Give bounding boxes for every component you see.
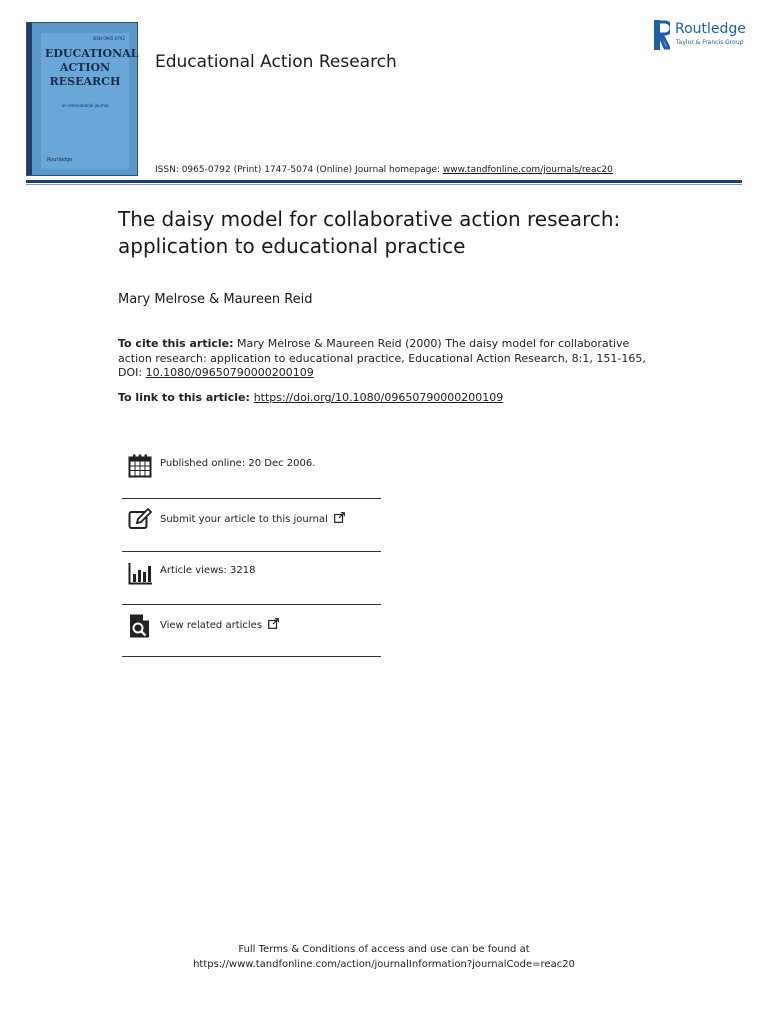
article-doi-link[interactable]: https://doi.org/10.1080/09650790000200109 xyxy=(253,391,504,404)
published-date: Published online: 20 Dec 2006. xyxy=(160,458,316,469)
calendar-icon xyxy=(128,454,152,478)
cover-title xyxy=(45,47,139,89)
header-rule-thin xyxy=(26,184,742,185)
cover-issn: ISSN 0965-0792 xyxy=(92,36,125,41)
logo-tagline: Taylor & Francis Group xyxy=(676,39,744,46)
cover-publisher: Routledge xyxy=(47,157,73,163)
logo-name: Routledge xyxy=(675,21,746,37)
cite-doi-link[interactable]: 10.1080/09650790000200109 xyxy=(145,366,314,379)
article-authors: Mary Melrose & Maureen Reid xyxy=(118,292,313,307)
bar-chart-icon xyxy=(128,561,152,585)
journal-homepage-link[interactable]: www.tandfonline.com/journals/reac20 xyxy=(442,165,613,175)
citation-block xyxy=(118,337,663,381)
edit-icon xyxy=(128,508,152,532)
cover-title-line: ACTION xyxy=(59,61,111,74)
divider xyxy=(122,656,381,657)
footer xyxy=(0,942,768,972)
footer-terms-text: Full Terms & Conditions of access and use can be found at xyxy=(238,944,530,955)
related-articles-link[interactable] xyxy=(160,618,279,631)
cover-subtitle: an international journal xyxy=(61,103,109,108)
cover-title-line: RESEARCH xyxy=(49,75,121,88)
submit-article-label: Submit your article to this journal xyxy=(160,514,328,525)
journal-name: Educational Action Research xyxy=(155,52,397,72)
search-document-icon xyxy=(128,614,152,638)
related-articles-label: View related articles xyxy=(160,620,263,631)
link-label: To link to this article: xyxy=(118,391,254,404)
article-link-line xyxy=(118,391,503,404)
external-link-icon xyxy=(268,618,279,629)
divider xyxy=(122,498,381,499)
submit-article-row[interactable] xyxy=(122,508,381,560)
header-rule xyxy=(26,180,742,183)
cover-panel xyxy=(41,33,139,169)
divider xyxy=(122,551,381,552)
cover-title-line: EDUCATIONAL xyxy=(45,47,139,60)
issn-line xyxy=(155,165,613,175)
article-views-row xyxy=(122,561,381,613)
cite-label: To cite this article: xyxy=(118,337,234,350)
divider xyxy=(122,604,381,605)
submit-article-link[interactable] xyxy=(160,512,345,525)
external-link-icon xyxy=(334,512,345,523)
journal-cover-image xyxy=(26,22,138,176)
cite-text: Mary Melrose & Maureen Reid (2000) The daisy model for collaborative action research: application to educational practice, Educational Action Research, 8:1, 151-165, DOI: xyxy=(118,337,646,379)
footer-terms-url[interactable]: https://www.tandfonline.com/action/journalInformation?journalCode=reac20 xyxy=(193,959,575,970)
article-views: Article views: 3218 xyxy=(160,565,256,576)
article-title: The daisy model for collaborative action research: application to educational practice xyxy=(118,207,621,258)
issn-text: ISSN: 0965-0792 (Print) 1747-5074 (Online) Journal homepage: xyxy=(155,165,443,175)
routledge-logo-mark-icon xyxy=(654,20,670,50)
related-articles-row[interactable] xyxy=(122,614,381,666)
cover-spine xyxy=(27,23,32,175)
